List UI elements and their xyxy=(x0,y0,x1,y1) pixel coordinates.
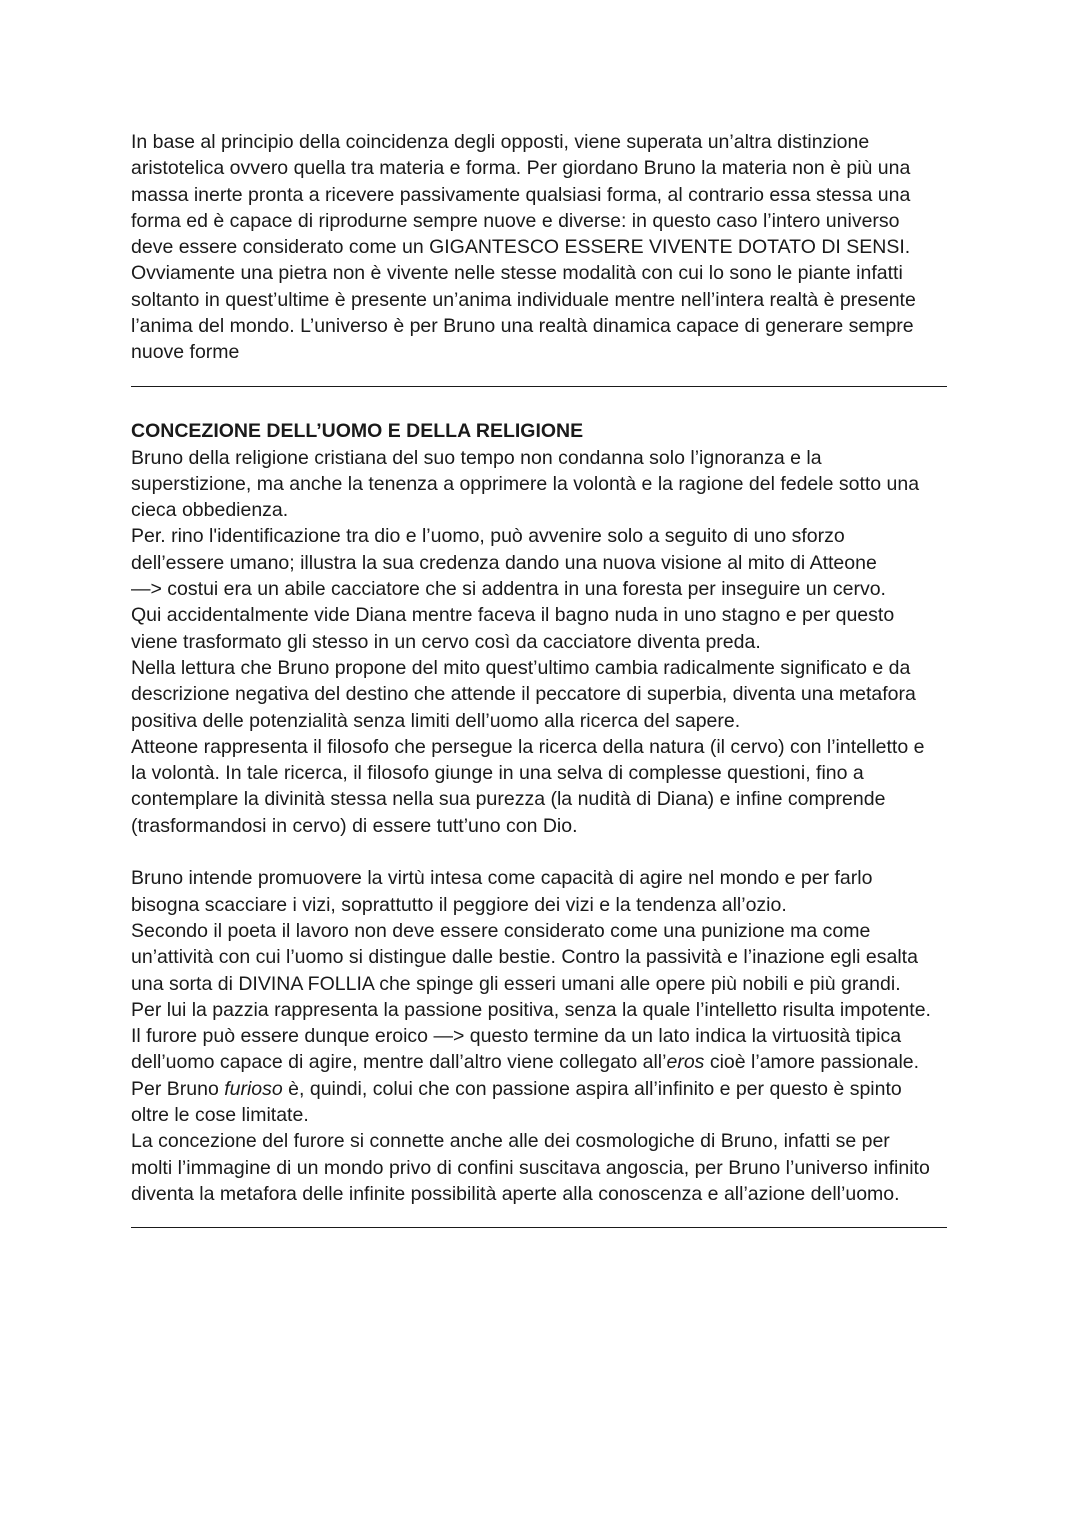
italic-term-eros: eros xyxy=(666,1051,705,1074)
text-line: deve essere considerato come un GIGANTESCO ESSERE VIVENTE DOTATO DI SENSI. xyxy=(131,236,911,259)
text-fragment: dell’uomo capace di agire, mentre dall’altro viene collegato all’ xyxy=(131,1051,667,1074)
text-line: Bruno intende promuovere la virtù intesa come capacità di agire nel mondo e per farlo xyxy=(131,867,873,890)
text-line: aristotelica ovvero quella tra materia e forma. Per giordano Bruno la materia non è più una xyxy=(131,157,911,180)
text-line: Ovviamente una pietra non è vivente nelle stesse modalità con cui lo sono le piante infatti xyxy=(131,262,903,285)
paragraph-materia-forma xyxy=(131,129,951,366)
paragraph-religione xyxy=(131,445,951,839)
text-line-eros xyxy=(131,1049,951,1075)
paragraph-furore xyxy=(131,865,951,1207)
text-line: superstizione, ma anche la tenenza a opprimere la volontà e la ragione del fedele sotto una xyxy=(131,472,920,495)
text-line: viene trasformato gli stesso in un cervo così da cacciatore diventa preda. xyxy=(131,630,761,653)
text-line: descrizione negativa del destino che attende il peccatore di superbia, diventa una metafora xyxy=(131,683,916,706)
text-line: Per lui la pazzia rappresenta la passione positiva, senza la quale l’intelletto risulta impotente. xyxy=(131,998,931,1021)
section-heading: CONCEZIONE DELL’UOMO E DELLA RELIGIONE xyxy=(131,420,584,443)
text-line: dell’essere umano; illustra la sua credenza dando una nuova visione al mito di Atteone xyxy=(131,551,877,574)
text-line: Nella lettura che Bruno propone del mito quest’ultimo cambia radicalmente significato e da xyxy=(131,656,911,679)
text-line: Secondo il poeta il lavoro non deve essere considerato come una punizione ma come xyxy=(131,919,871,942)
text-line: In base al principio della coincidenza degli opposti, viene superata un’altra distinzione xyxy=(131,131,870,153)
horizontal-rule xyxy=(131,366,951,392)
text-line: un’attività con cui l’uomo si distingue dalle bestie. Contro la passività e l’inazione egli esalta xyxy=(131,946,918,969)
text-line: la volontà. In tale ricerca, il filosofo giunge in una selva di complesse questioni, fino a xyxy=(131,762,864,785)
text-line: Qui accidentalmente vide Diana mentre faceva il bagno nuda in uno stagno e per questo xyxy=(131,604,895,627)
text-line: l’anima del mondo. L’universo è per Bruno una realtà dinamica capace di generare sempre xyxy=(131,315,914,338)
text-line: Il furore può essere dunque eroico —> questo termine da un lato indica la virtuosità tipica xyxy=(131,1025,902,1048)
text-line: positiva delle potenzialità senza limiti dell’uomo alla ricerca del sapere. xyxy=(131,709,741,732)
text-line: —> costui era un abile cacciatore che si addentra in una foresta per inseguire un cervo. xyxy=(131,578,886,601)
text-line: una sorta di DIVINA FOLLIA che spinge gli esseri umani alle opere più nobili e più grandi. xyxy=(131,972,901,995)
text-line: massa inerte pronta a ricevere passivamente qualsiasi forma, al contrario essa stessa una xyxy=(131,183,911,206)
text-line: nuove forme xyxy=(131,341,240,364)
text-fragment: cioè l’amore passionale. xyxy=(704,1051,920,1074)
text-line: Atteone rappresenta il filosofo che persegue la ricerca della natura (il cervo) con l’intelletto e xyxy=(131,735,925,758)
text-line: oltre le cose limitate. xyxy=(131,1103,309,1126)
horizontal-rule xyxy=(131,1207,951,1233)
text-line: (trasformandosi in cervo) di essere tutt’uno con Dio. xyxy=(131,814,578,837)
text-line: Bruno della religione cristiana del suo tempo non condanna solo l’ignoranza e la xyxy=(131,446,822,469)
text-fragment: è, quindi, colui che con passione aspira all’infinito e per questo è spinto xyxy=(282,1077,902,1100)
blank-line xyxy=(131,839,951,865)
document-page xyxy=(131,129,951,1233)
text-line: forma ed è capace di riprodurne sempre nuove e diverse: in questo caso l’intero universo xyxy=(131,209,900,232)
text-line: La concezione del furore si connette anche alle dei cosmologiche di Bruno, infatti se per xyxy=(131,1130,890,1153)
text-line: Per. rino l'identificazione tra dio e l’uomo, può avvenire solo a seguito di uno sforzo xyxy=(131,525,845,548)
text-fragment: Per Bruno xyxy=(131,1077,225,1100)
text-line: bisogna scacciare i vizi, soprattutto il peggiore dei vizi e la tendenza all’ozio. xyxy=(131,893,787,916)
text-line: contemplare la divinità stessa nella sua purezza (la nudità di Diana) e infine comprende xyxy=(131,788,886,811)
blank-line xyxy=(131,392,951,418)
italic-term-furioso: furioso xyxy=(224,1077,283,1100)
text-line: diventa la metafora delle infinite possibilità aperte alla conoscenza e all’azione dell’uomo. xyxy=(131,1182,900,1205)
text-line: molti l’immagine di un mondo privo di confini suscitava angoscia, per Bruno l’universo infinito xyxy=(131,1156,930,1179)
text-line: cieca obbedienza. xyxy=(131,499,289,522)
text-line: soltanto in quest’ultime è presente un’anima individuale mentre nell’intera realtà è presente xyxy=(131,288,916,311)
text-line-furioso xyxy=(131,1076,951,1102)
